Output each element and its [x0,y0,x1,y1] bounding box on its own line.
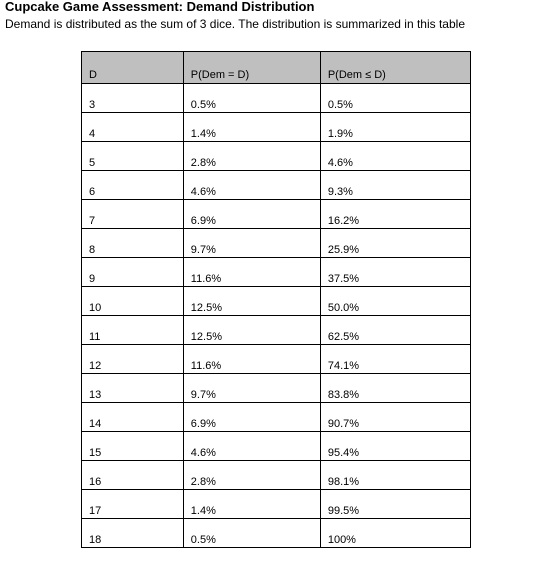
table-row [82,229,471,258]
cell-cumulative-probability: 37.5% [320,258,470,287]
cell-demand: 6 [82,171,184,200]
cell-probability: 2.8% [183,142,320,171]
table-row [82,345,471,374]
cell-demand: 12 [82,345,184,374]
table-row [82,287,471,316]
cell-cumulative-probability: 16.2% [320,200,470,229]
cell-probability: 4.6% [183,432,320,461]
cell-cumulative-probability: 95.4% [320,432,470,461]
cell-cumulative-probability: 90.7% [320,403,470,432]
cell-cumulative-probability: 83.8% [320,374,470,403]
cell-probability: 4.6% [183,171,320,200]
cell-probability: 11.6% [183,345,320,374]
table-row [82,258,471,287]
cell-probability: 1.4% [183,490,320,519]
cell-probability: 9.7% [183,229,320,258]
table-row [82,316,471,345]
cell-demand: 8 [82,229,184,258]
table-body [82,84,471,548]
cell-demand: 10 [82,287,184,316]
cell-cumulative-probability: 25.9% [320,229,470,258]
column-header-demand: D [82,52,184,84]
column-header-probability: P(Dem = D) [183,52,320,84]
cell-demand: 13 [82,374,184,403]
table-row [82,200,471,229]
page-title: Cupcake Game Assessment: Demand Distribution [5,0,315,14]
cell-cumulative-probability: 4.6% [320,142,470,171]
cell-probability: 11.6% [183,258,320,287]
table-row [82,142,471,171]
cell-demand: 11 [82,316,184,345]
cell-demand: 14 [82,403,184,432]
cell-demand: 5 [82,142,184,171]
demand-distribution-table [81,51,471,548]
cell-demand: 3 [82,84,184,113]
cell-demand: 4 [82,113,184,142]
cell-cumulative-probability: 100% [320,519,470,548]
table-header-row [82,52,471,84]
table-row [82,403,471,432]
cell-demand: 15 [82,432,184,461]
table-row [82,461,471,490]
cell-probability: 9.7% [183,374,320,403]
cell-cumulative-probability: 62.5% [320,316,470,345]
cell-cumulative-probability: 50.0% [320,287,470,316]
cell-cumulative-probability: 98.1% [320,461,470,490]
table-row [82,84,471,113]
cell-probability: 12.5% [183,287,320,316]
cell-demand: 17 [82,490,184,519]
cell-cumulative-probability: 74.1% [320,345,470,374]
cell-demand: 18 [82,519,184,548]
cell-cumulative-probability: 99.5% [320,490,470,519]
cell-probability: 0.5% [183,519,320,548]
table-row [82,113,471,142]
cell-cumulative-probability: 1.9% [320,113,470,142]
cell-probability: 6.9% [183,200,320,229]
cell-probability: 1.4% [183,113,320,142]
column-header-cumulative-probability: P(Dem ≤ D) [320,52,470,84]
table-row [82,490,471,519]
cell-probability: 6.9% [183,403,320,432]
table-row [82,432,471,461]
table-row [82,374,471,403]
cell-probability: 12.5% [183,316,320,345]
cell-demand: 7 [82,200,184,229]
cell-demand: 9 [82,258,184,287]
table-row [82,519,471,548]
cell-probability: 0.5% [183,84,320,113]
cell-cumulative-probability: 0.5% [320,84,470,113]
table-row [82,171,471,200]
cell-probability: 2.8% [183,461,320,490]
cell-demand: 16 [82,461,184,490]
page-subtitle: Demand is distributed as the sum of 3 dice. The distribution is summarized in this table [5,17,465,31]
cell-cumulative-probability: 9.3% [320,171,470,200]
